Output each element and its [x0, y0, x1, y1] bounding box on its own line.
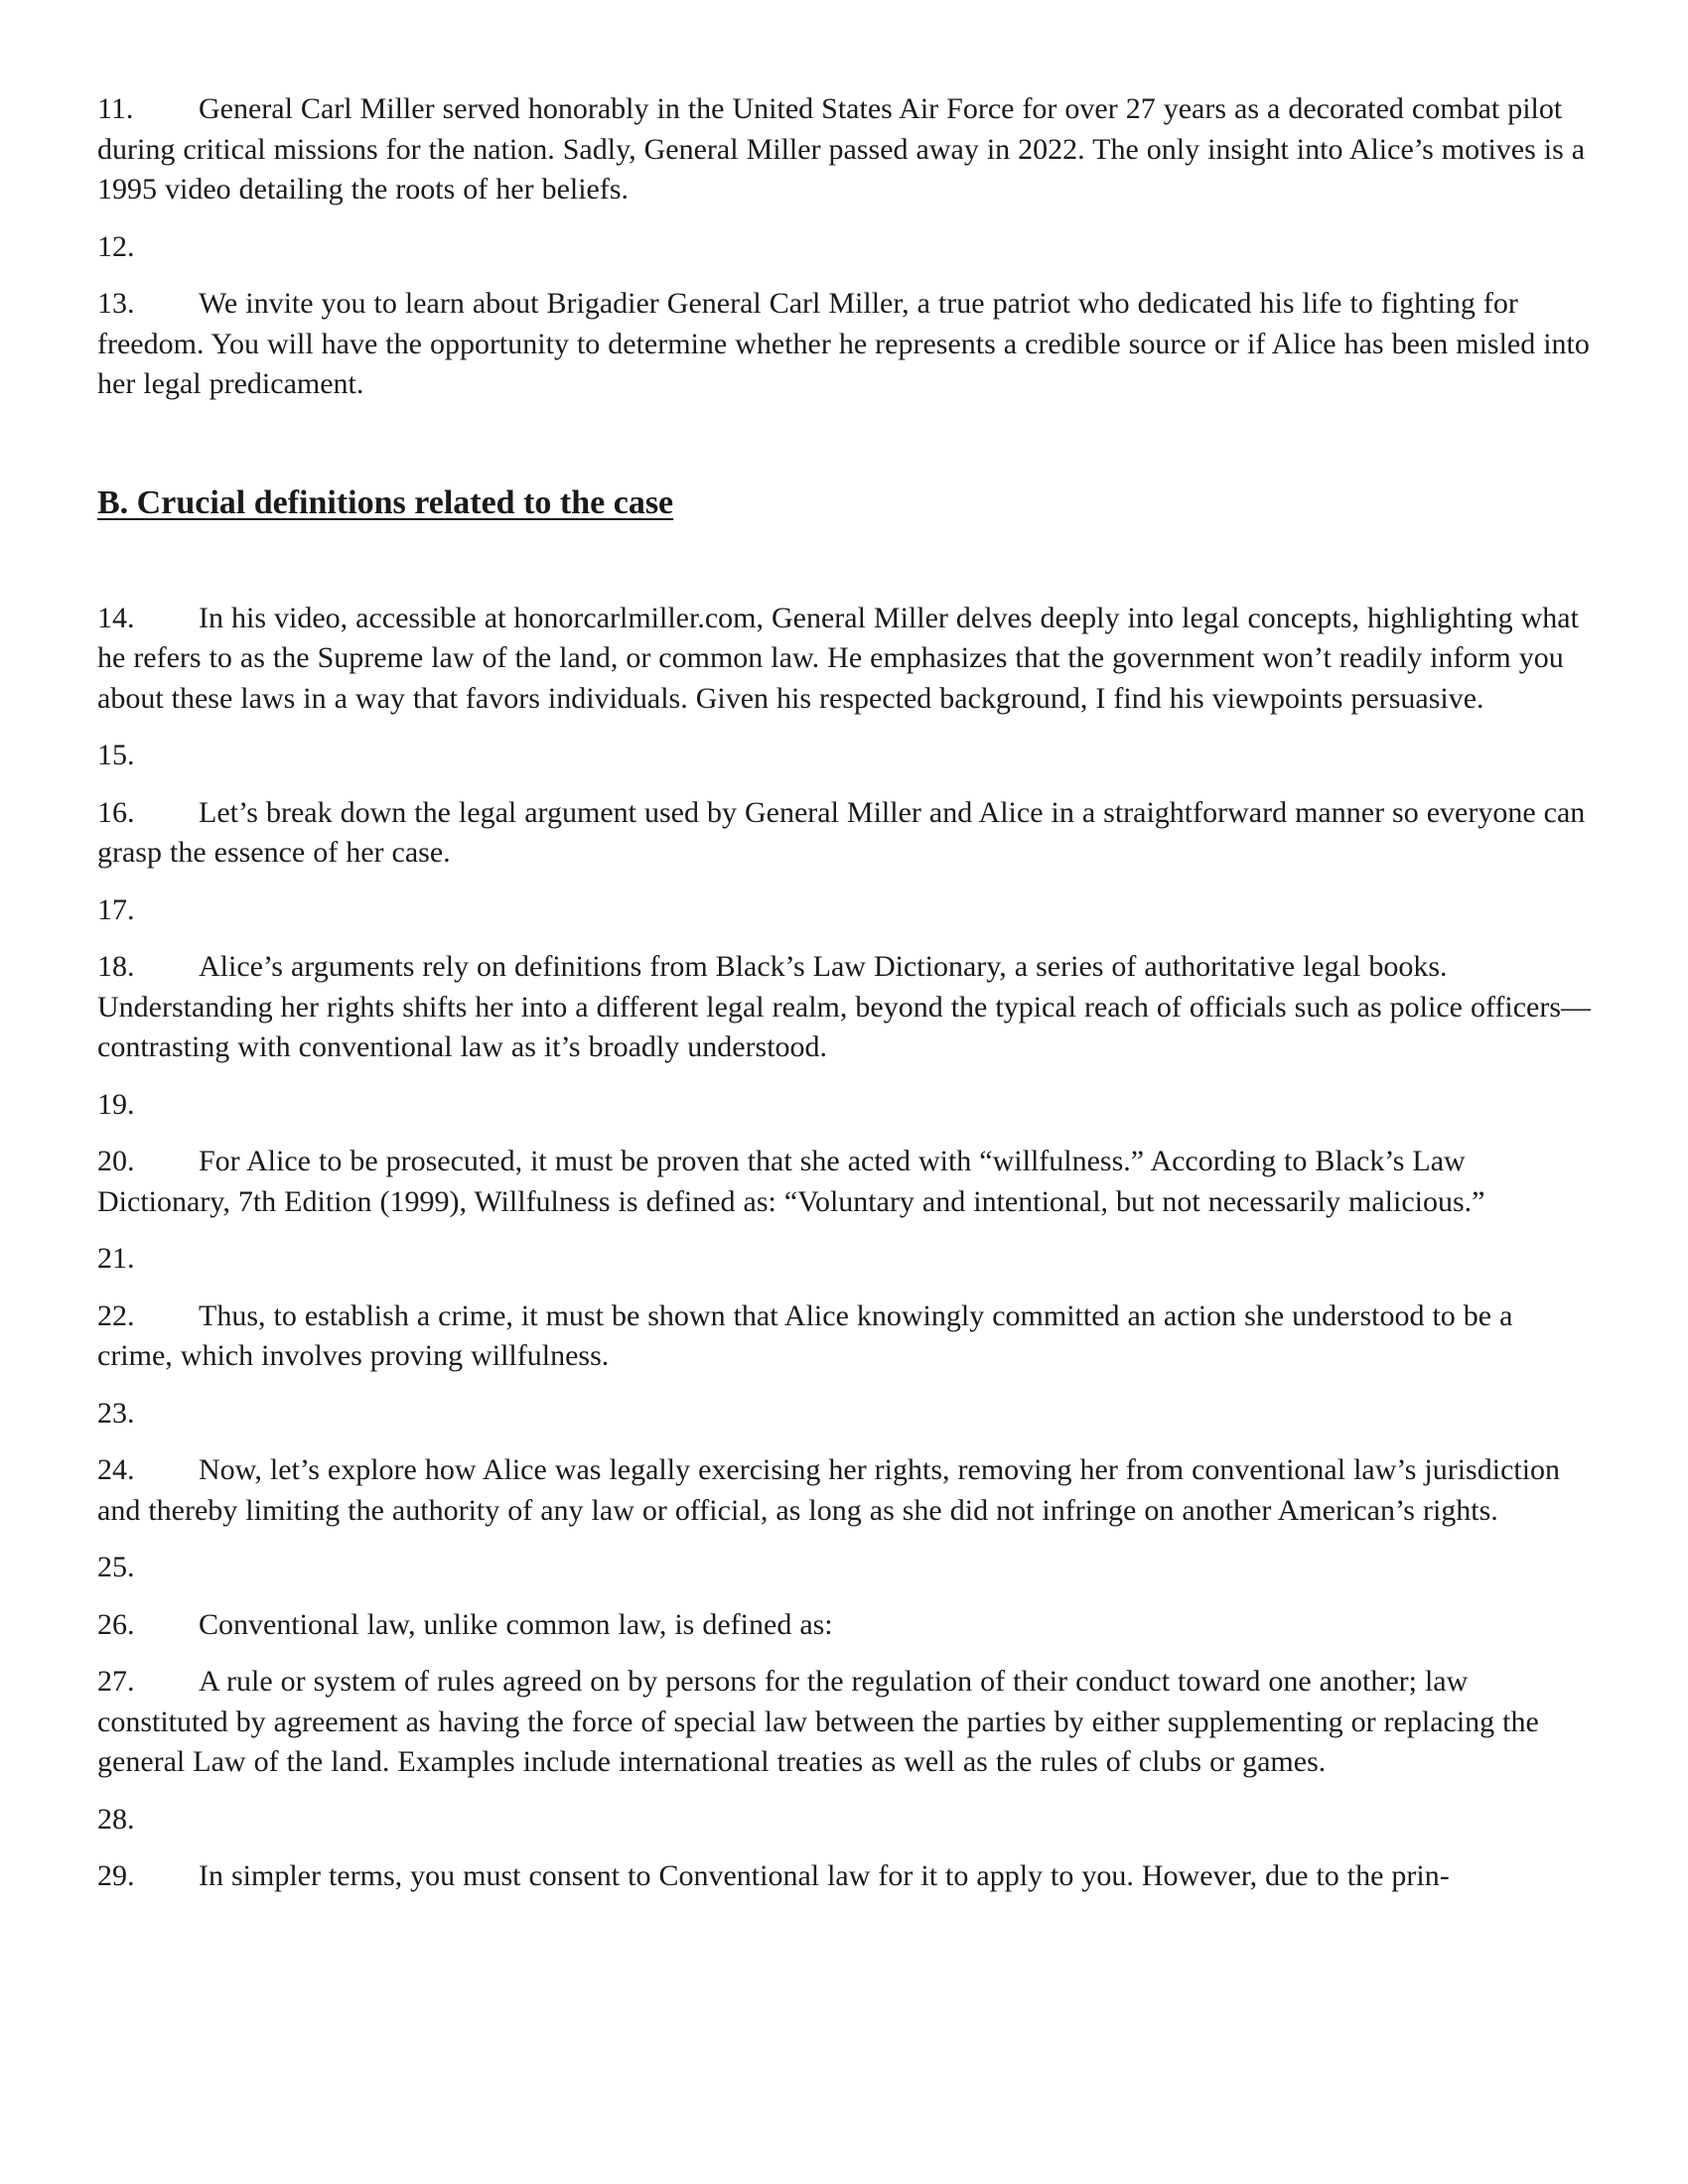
paragraph-number: 21. — [97, 1242, 135, 1275]
paragraph-number: 13. — [97, 287, 135, 320]
paragraph-number: 24. — [97, 1453, 135, 1486]
paragraph-26 — [97, 1605, 1592, 1646]
paragraph-number: 18. — [97, 950, 135, 983]
paragraph-text: We invite you to learn about Brigadier General Carl Miller, a true patriot who dedicated his life to fighting for freedom. You will have the opportunity to determine whether he represents a credible source or if Alice has been misled into her legal predicament. — [97, 287, 1590, 400]
paragraph-number: 15. — [97, 739, 135, 771]
paragraph-number: 11. — [97, 92, 134, 125]
paragraph-number: 25. — [97, 1551, 135, 1583]
paragraph-text: Now, let’s explore how Alice was legally exercising her rights, removing her from conventional law’s jurisdiction and thereby limiting the authority of any law or official, as long as she did not infringe on another American’s rights. — [97, 1453, 1561, 1527]
paragraph-number: 19. — [97, 1087, 135, 1121]
paragraph-21 — [97, 1239, 1592, 1280]
paragraph-18 — [97, 947, 1592, 1068]
paragraph-text: In simpler terms, you must consent to Conventional law for it to apply to you. However, due to the prin- — [199, 1859, 1450, 1892]
paragraph-number: 12. — [97, 229, 135, 263]
paragraph-16 — [97, 793, 1592, 874]
paragraph-number: 28. — [97, 1802, 135, 1836]
paragraph-text: Let’s break down the legal argument used by General Miller and Alice in a straightforward manner so everyone can grasp the essence of her case. — [97, 795, 1586, 869]
paragraph-number: 23. — [97, 1396, 135, 1430]
paragraph-text: General Carl Miller served honorably in the United States Air Force for over 27 years as a decorated combat pilot during critical missions for the nation. Sadly, General Miller passed away in 2022. The only insight into Alice’s motives is a 1995 video detailing the roots of her beliefs. — [97, 92, 1586, 205]
paragraph-23 — [97, 1394, 1592, 1434]
paragraph-25 — [97, 1548, 1592, 1588]
paragraph-19 — [97, 1085, 1592, 1126]
paragraph-number: 20. — [97, 1145, 135, 1177]
paragraph-number: 29. — [97, 1859, 135, 1892]
paragraph-27 — [97, 1662, 1592, 1783]
paragraph-28 — [97, 1800, 1592, 1841]
paragraph-20 — [97, 1142, 1592, 1222]
paragraph-22 — [97, 1297, 1592, 1377]
paragraph-text: In his video, accessible at honorcarlmiller.com, General Miller delves deeply into legal concepts, highlighting what he refers to as the Supreme law of the land, or common law. He emphasizes that the government won’t readily inform you about these laws in a way that favors individuals. Given his respected background, I find his viewpoints persuasive. — [97, 601, 1579, 715]
document-page — [97, 89, 1592, 1897]
paragraph-13 — [97, 284, 1592, 405]
paragraph-11 — [97, 89, 1592, 210]
paragraph-text: Conventional law, unlike common law, is defined as: — [199, 1607, 833, 1641]
section-heading: B. Crucial definitions related to the case — [97, 483, 674, 521]
paragraph-text: A rule or system of rules agreed on by persons for the regulation of their conduct toward one another; law constituted by agreement as having the force of special law between the parties by either supplementing or replacing the general Law of the land. Examples include international treaties as well as the rules of clubs or games. — [97, 1665, 1539, 1778]
paragraph-number: 26. — [97, 1607, 135, 1641]
paragraph-text: Alice’s arguments rely on definitions from Black’s Law Dictionary, a series of authoritative legal books. Understanding her rights shifts her into a different legal realm, beyond the typical reach of officials such as police officers—contrasting with conventional law as it’s broadly understood. — [97, 950, 1592, 1063]
paragraph-12 — [97, 227, 1592, 268]
paragraph-17 — [97, 890, 1592, 931]
paragraph-14 — [97, 599, 1592, 720]
paragraph-15 — [97, 736, 1592, 776]
paragraph-number: 27. — [97, 1665, 135, 1698]
paragraph-number: 22. — [97, 1298, 135, 1332]
paragraph-number: 14. — [97, 601, 135, 634]
paragraph-text: For Alice to be prosecuted, it must be proven that she acted with “willfulness.” According to Black’s Law Dictionary, 7th Edition (1999), Willfulness is defined as: “Voluntary and intentional, but not necessarily malicious.” — [97, 1145, 1485, 1218]
paragraph-29 — [97, 1856, 1592, 1897]
paragraph-number: 17. — [97, 892, 135, 926]
paragraph-text: Thus, to establish a crime, it must be shown that Alice knowingly committed an action she understood to be a crime, which involves proving willfulness. — [97, 1298, 1513, 1372]
paragraph-24 — [97, 1450, 1592, 1531]
paragraph-number: 16. — [97, 795, 135, 829]
